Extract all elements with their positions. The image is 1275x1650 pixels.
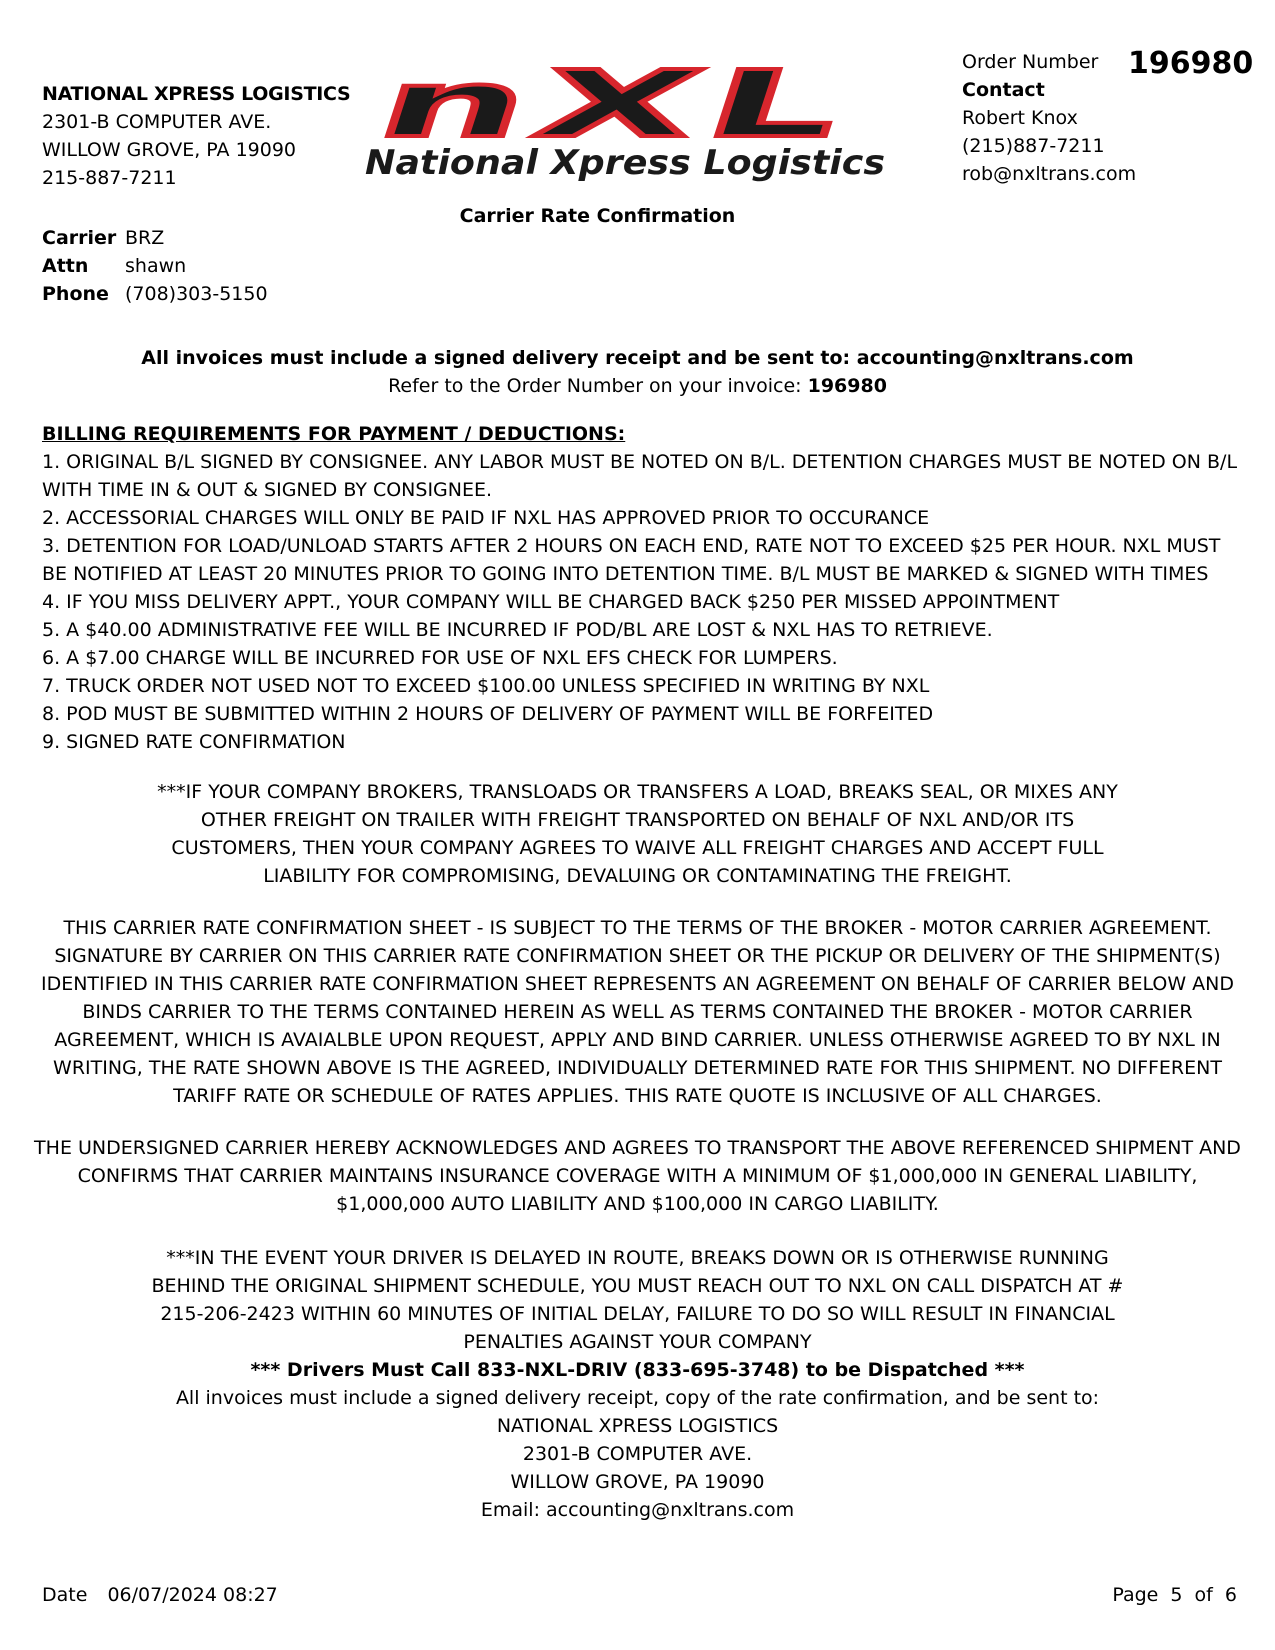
company-address-line1: 2301-B COMPUTER AVE. xyxy=(42,111,272,133)
paragraph-line: $1,000,000 AUTO LIABILITY AND $100,000 IN CARGO LIABILITY. xyxy=(336,1193,939,1215)
paragraph-line: PENALTIES AGAINST YOUR COMPANY xyxy=(463,1331,812,1353)
logo-tagline: National Xpress Logistics xyxy=(365,143,885,183)
date-label: Date xyxy=(42,1584,88,1606)
paragraph-line: ***IF YOUR COMPANY BROKERS, TRANSLOADS OR TRANSFERS A LOAD, BREAKS SEAL, OR MIXES ANY xyxy=(157,781,1118,803)
remit-line: All invoices must include a signed delivery receipt, copy of the rate confirmation, and be sent to: xyxy=(175,1387,1100,1409)
page-total: 6 xyxy=(1224,1584,1237,1606)
paragraph-line: WRITING, THE RATE SHOWN ABOVE IS THE AGREED, INDIVIDUALLY DETERMINED RATE FOR THIS SHIPMENT. NO DIFFERENT xyxy=(53,1057,1222,1079)
invoice-order-reference-text: Refer to the Order Number on your invoice: xyxy=(388,375,802,397)
dispatch-notice: *** Drivers Must Call 833-NXL-DRIV (833-695-3748) to be Dispatched *** xyxy=(250,1359,1025,1381)
attn-value: shawn xyxy=(125,255,187,277)
billing-item: 6. A $7.00 CHARGE WILL BE INCURRED FOR USE OF NXL EFS CHECK FOR LUMPERS. xyxy=(42,647,838,669)
paragraph-line: ***IN THE EVENT YOUR DRIVER IS DELAYED IN ROUTE, BREAKS DOWN OR IS OTHERWISE RUNNING xyxy=(166,1247,1109,1269)
paragraph-line: 215-206-2423 WITHIN 60 MINUTES OF INITIAL DELAY, FAILURE TO DO SO WILL RESULT IN FINANCIAL xyxy=(160,1303,1115,1325)
billing-requirements xyxy=(42,420,1242,756)
contact-phone: (215)887-7211 xyxy=(962,135,1105,157)
logo-letters: nXL xyxy=(364,66,613,159)
page-label: Page xyxy=(1112,1584,1159,1606)
page-of: of xyxy=(1194,1584,1213,1606)
paragraph-line: TARIFF RATE OR SCHEDULE OF RATES APPLIES. THIS RATE QUOTE IS INCLUSIVE OF ALL CHARGES. xyxy=(173,1085,1102,1107)
paragraph-line: CUSTOMERS, THEN YOUR COMPANY AGREES TO WAIVE ALL FREIGHT CHARGES AND ACCEPT FULL xyxy=(171,837,1104,859)
carrier-value: BRZ xyxy=(125,227,165,249)
page-title: Carrier Rate Confirmation xyxy=(459,205,736,227)
delay-clause xyxy=(30,1244,1245,1524)
billing-item: 7. TRUCK ORDER NOT USED NOT TO EXCEED $100.00 UNLESS SPECIFIED IN WRITING BY NXL xyxy=(42,675,930,697)
carrier-block xyxy=(42,224,268,308)
contact-name: Robert Knox xyxy=(962,107,1078,129)
billing-item: 4. IF YOU MISS DELIVERY APPT., YOUR COMPANY WILL BE CHARGED BACK $250 PER MISSED APPOINTMENT xyxy=(42,591,1060,613)
company-logo xyxy=(345,66,900,184)
paragraph-line: SIGNATURE BY CARRIER ON THIS CARRIER RATE CONFIRMATION SHEET OR THE PICKUP OR DELIVERY OF THE SHIPMENT(S) xyxy=(54,945,1221,967)
order-number-label: Order Number xyxy=(962,51,1099,73)
remit-address2: WILLOW GROVE, PA 19090 xyxy=(510,1471,765,1493)
company-address xyxy=(42,80,350,192)
company-address-line2: WILLOW GROVE, PA 19090 xyxy=(42,139,297,161)
contact-label: Contact xyxy=(962,79,1045,101)
billing-item: 5. A $40.00 ADMINISTRATIVE FEE WILL BE INCURRED IF POD/BL ARE LOST & NXL HAS TO RETRIEVE. xyxy=(42,619,993,641)
invoice-notice: All invoices must include a signed delivery receipt and be sent to: accounting@nxltrans.com xyxy=(141,347,1134,369)
company-phone: 215-887-7211 xyxy=(42,167,177,189)
remit-company: NATIONAL XPRESS LOGISTICS xyxy=(496,1415,779,1437)
paragraph-line: AGREEMENT, WHICH IS AVAIALBLE UPON REQUEST, APPLY AND BIND CARRIER. UNLESS OTHERWISE AGREED TO BY NXL IN xyxy=(54,1029,1221,1051)
paragraph-line: BEHIND THE ORIGINAL SHIPMENT SCHEDULE, YOU MUST REACH OUT TO NXL ON CALL DISPATCH AT # xyxy=(151,1275,1124,1297)
billing-item: 8. POD MUST BE SUBMITTED WITHIN 2 HOURS OF DELIVERY OF PAYMENT WILL BE FORFEITED xyxy=(42,703,934,725)
remit-address1: 2301-B COMPUTER AVE. xyxy=(522,1443,753,1465)
phone-value: (708)303-5150 xyxy=(125,283,268,305)
order-contact-block xyxy=(962,48,1136,188)
brokering-clause xyxy=(30,778,1245,890)
paragraph-line: CONFIRMS THAT CARRIER MAINTAINS INSURANCE COVERAGE WITH A MINIMUM OF $1,000,000 IN GENERAL LIABILITY, xyxy=(77,1165,1198,1187)
billing-header: BILLING REQUIREMENTS FOR PAYMENT / DEDUCTIONS: xyxy=(42,423,626,445)
billing-item: 2. ACCESSORIAL CHARGES WILL ONLY BE PAID IF NXL HAS APPROVED PRIOR TO OCCURANCE xyxy=(42,507,930,529)
nxl-logo-icon xyxy=(345,66,900,184)
invoice-order-reference xyxy=(0,372,1275,400)
contact-email: rob@nxltrans.com xyxy=(962,163,1137,185)
paragraph-line: LIABILITY FOR COMPROMISING, DEVALUING OR CONTAMINATING THE FREIGHT. xyxy=(263,865,1012,887)
terms-clause xyxy=(30,914,1245,1110)
paragraph-line: OTHER FREIGHT ON TRAILER WITH FREIGHT TRANSPORTED ON BEHALF OF NXL AND/OR ITS xyxy=(200,809,1075,831)
invoice-order-reference-number: 196980 xyxy=(807,375,887,397)
paragraph-line: THE UNDERSIGNED CARRIER HEREBY ACKNOWLEDGES AND AGREES TO TRANSPORT THE ABOVE REFERENCED SHIPMENT AND xyxy=(34,1137,1241,1159)
date-value: 06/07/2024 08:27 xyxy=(107,1584,278,1606)
phone-label: Phone xyxy=(42,283,109,305)
paragraph-line: THIS CARRIER RATE CONFIRMATION SHEET - IS SUBJECT TO THE TERMS OF THE BROKER - MOTOR CARRIER AGREEMENT. xyxy=(63,917,1212,939)
billing-item: 3. DETENTION FOR LOAD/UNLOAD STARTS AFTER 2 HOURS ON EACH END, RATE NOT TO EXCEED $25 PER HOUR. NXL MUST BE NOTIFIED AT LEAST 20 MINUTES PRIOR TO GOING INTO DETENTION TIME. B/L MUST BE MARKED & SIGNED WITH TIMES xyxy=(42,535,1221,585)
attn-label: Attn xyxy=(42,255,89,277)
company-name: NATIONAL XPRESS LOGISTICS xyxy=(42,83,351,105)
insurance-clause xyxy=(30,1134,1245,1218)
order-number: 196980 xyxy=(1128,46,1254,81)
paragraph-line: IDENTIFIED IN THIS CARRIER RATE CONFIRMATION SHEET REPRESENTS AN AGREEMENT ON BEHALF OF CARRIER BELOW AND xyxy=(40,973,1234,995)
remit-email: Email: accounting@nxltrans.com xyxy=(480,1499,795,1521)
footer-date xyxy=(42,1584,278,1606)
billing-item: 9. SIGNED RATE CONFIRMATION xyxy=(42,731,346,753)
billing-item: 1. ORIGINAL B/L SIGNED BY CONSIGNEE. ANY LABOR MUST BE NOTED ON B/L. DETENTION CHARGES MUST BE NOTED ON B/L WITH TIME IN & OUT & SIGNED BY CONSIGNEE. xyxy=(42,451,1238,501)
carrier-label: Carrier xyxy=(42,227,117,249)
paragraph-line: BINDS CARRIER TO THE TERMS CONTAINED HEREIN AS WELL AS TERMS CONTAINED THE BROKER - MOTOR CARRIER xyxy=(82,1001,1193,1023)
page-current: 5 xyxy=(1170,1584,1183,1606)
footer-page-number xyxy=(1112,1584,1237,1606)
